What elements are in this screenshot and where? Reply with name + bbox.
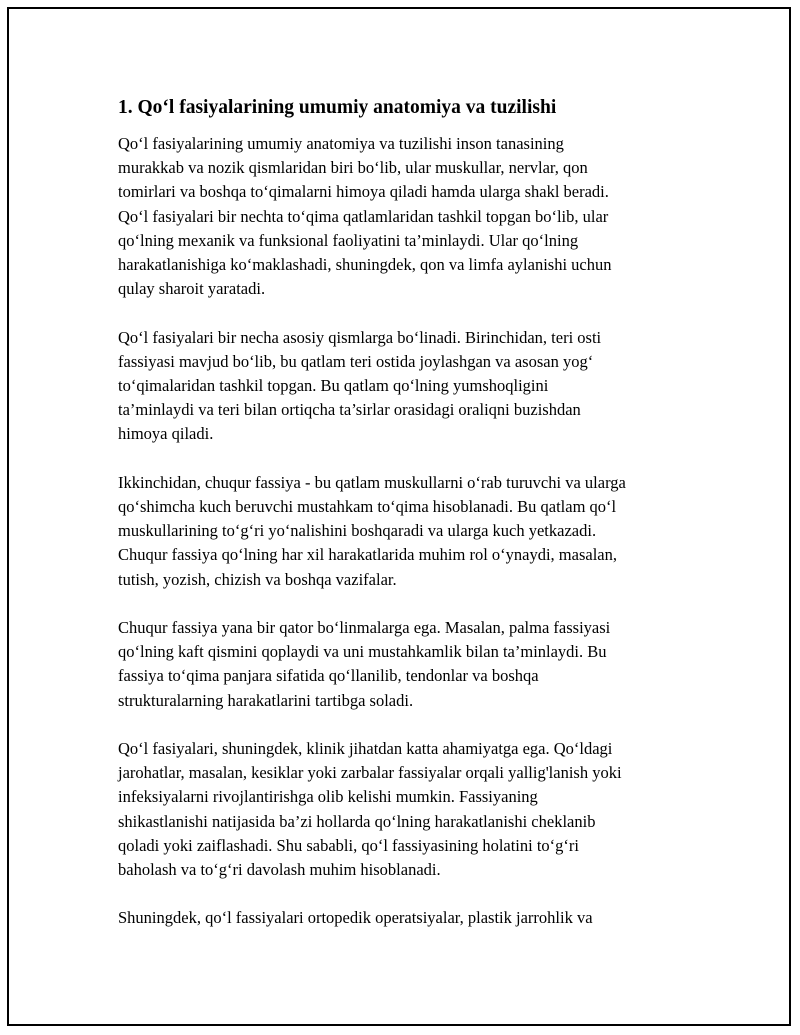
text-line: murakkab va nozik qismlaridan biri bo‘lib, ular muskullar, nervlar, qon	[118, 158, 588, 178]
text-line: himoya qiladi.	[118, 424, 214, 444]
document-body	[118, 96, 688, 955]
text-line: tomirlari va boshqa to‘qimalarni himoya qiladi hamda ularga shakl beradi.	[118, 182, 609, 202]
text-line: qo‘lning mexanik va funksional faoliyatini ta’minlaydi. Ular qo‘lning	[118, 230, 579, 250]
paragraph	[118, 132, 688, 301]
paragraph	[118, 471, 688, 592]
text-line: qo‘shimcha kuch beruvchi mustahkam to‘qima hisoblanadi. Bu qatlam qo‘l	[118, 497, 617, 517]
text-line: qo‘lning kaft qismini qoplaydi va uni mustahkamlik bilan ta’minlaydi. Bu	[118, 642, 607, 662]
text-line: jarohatlar, masalan, kesiklar yoki zarbalar fassiyalar orqali yallig'lanish yoki	[118, 763, 622, 783]
paragraph	[118, 737, 688, 882]
text-line: Chuqur fassiya qo‘lning har xil harakatlarida muhim rol o‘ynaydi, masalan,	[118, 545, 617, 565]
text-line: Qo‘l fasiyalari bir nechta to‘qima qatlamlaridan tashkil topgan bo‘lib, ular	[118, 206, 609, 226]
text-line: Ikkinchidan, chuqur fassiya - bu qatlam muskullarni o‘rab turuvchi va ularga	[118, 472, 626, 492]
text-line: infeksiyalarni rivojlantirishga olib kelishi mumkin. Fassiyaning	[118, 787, 538, 807]
paragraph	[118, 326, 688, 447]
text-line: Qo‘l fasiyalari bir necha asosiy qismlarga bo‘linadi. Birinchidan, teri osti	[118, 327, 602, 347]
paragraph-list	[118, 132, 688, 931]
paragraph	[118, 616, 688, 713]
text-line: Chuqur fassiya yana bir qator bo‘linmalarga ega. Masalan, palma fassiyasi	[118, 618, 611, 638]
text-line: baholash va to‘g‘ri davolash muhim hisoblanadi.	[118, 860, 441, 880]
text-line: fassiyasi mavjud bo‘lib, bu qatlam teri ostida joylashgan va asosan yog‘	[118, 351, 594, 371]
text-line: ta’minlaydi va teri bilan ortiqcha ta’sirlar orasidagi oraliqni buzishdan	[118, 400, 581, 420]
text-line: fassiya to‘qima panjara sifatida qo‘llanilib, tendonlar va boshqa	[118, 666, 539, 686]
text-line: to‘qimalaridan tashkil topgan. Bu qatlam qo‘lning yumshoqligini	[118, 376, 549, 396]
text-line: shikastlanishi natijasida ba’zi hollarda qo‘lning harakatlanishi cheklanib	[118, 811, 596, 831]
text-line: qulay sharoit yaratadi.	[118, 279, 266, 299]
text-line: Qo‘l fasiyalarining umumiy anatomiya va tuzilishi inson tanasining	[118, 134, 564, 153]
text-line: Shuningdek, qo‘l fassiyalari ortopedik operatsiyalar, plastik jarrohlik va	[118, 908, 593, 928]
paragraph	[118, 906, 688, 930]
text-line: strukturalarning harakatlarini tartibga soladi.	[118, 690, 414, 710]
text-line: harakatlanishiga ko‘maklashadi, shuningdek, qon va limfa aylanishi uchun	[118, 255, 612, 275]
text-line: Qo‘l fasiyalari, shuningdek, klinik jihatdan katta ahamiyatga ega. Qo‘ldagi	[118, 739, 613, 759]
text-line: muskullarining to‘g‘ri yo‘nalishini boshqaradi va ularga kuch yetkazadi.	[118, 521, 597, 541]
text-line: tutish, yozish, chizish va boshqa vazifalar.	[118, 569, 397, 589]
section-heading: 1. Qo‘l fasiyalarining umumiy anatomiya va tuzilishi	[118, 97, 557, 118]
text-line: qoladi yoki zaiflashadi. Shu sababli, qo‘l fassiyasining holatini to‘g‘ri	[118, 835, 580, 855]
